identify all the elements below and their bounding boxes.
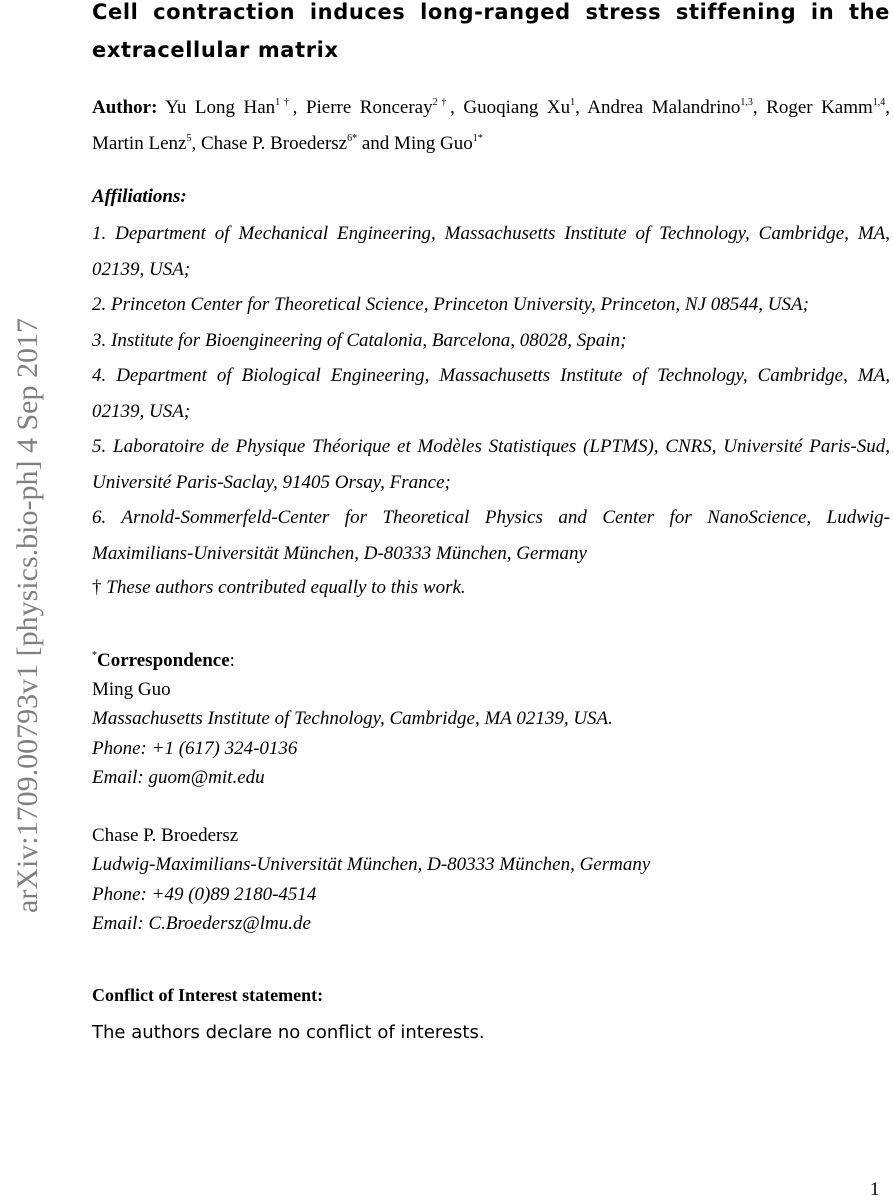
author-separator: , bbox=[752, 97, 767, 118]
author-separator: , bbox=[885, 97, 891, 118]
author-name: Roger Kamm bbox=[766, 97, 873, 118]
correspondence-heading bbox=[92, 647, 235, 675]
contact-block bbox=[92, 821, 650, 938]
author-affiliation-mark: 1* bbox=[472, 133, 483, 144]
arxiv-identifier-stamp: arXiv:1709.00793v1 [physics.bio-ph] 4 Sep 2017 bbox=[11, 318, 44, 913]
contact-name: Ming Guo bbox=[92, 679, 171, 700]
author-label: Author: bbox=[92, 97, 158, 118]
author-affiliation-mark: 1,4 bbox=[872, 97, 886, 108]
author-separator: , bbox=[450, 97, 464, 118]
author-line bbox=[92, 90, 890, 162]
conflict-of-interest-text: The authors declare no conflict of interests. bbox=[92, 1022, 485, 1043]
author-name: Andrea Malandrino bbox=[587, 97, 741, 118]
affiliation-item: 6. Arnold-Sommerfeld-Center for Theoretical Physics and Center for NanoScience, Ludwig-Maximilians-Universität München, D-80333 München, Germany bbox=[92, 507, 890, 564]
author-affiliation-mark: 1,3 bbox=[740, 97, 753, 108]
contact-phone: Phone: +49 (0)89 2180-4514 bbox=[92, 883, 317, 905]
author-affiliation-mark: 2† bbox=[432, 97, 451, 108]
author-affiliation-mark: 6* bbox=[347, 133, 358, 144]
affiliations-list bbox=[92, 216, 890, 571]
author-affiliation-mark: 5 bbox=[186, 133, 192, 144]
contact-block bbox=[92, 675, 613, 792]
paper-title: Cell contraction induces long-ranged stress stiffening in the extracellular matrix bbox=[92, 0, 890, 62]
author-name: Yu Long Han bbox=[165, 97, 276, 118]
author-name: Ming Guo bbox=[394, 133, 473, 154]
contact-institution: Massachusetts Institute of Technology, Cambridge, MA 02139, USA. bbox=[92, 708, 613, 730]
author-separator: , bbox=[292, 97, 306, 118]
affiliation-item: 2. Princeton Center for Theoretical Science, Princeton University, Princeton, NJ 08544, USA; bbox=[92, 294, 809, 315]
author-separator: and bbox=[357, 133, 395, 154]
footnote-text: These authors contributed equally to this work. bbox=[106, 577, 466, 598]
author-name: Pierre Ronceray bbox=[305, 97, 433, 118]
author-name: Chase P. Broedersz bbox=[200, 133, 348, 154]
correspondence-star: * bbox=[92, 650, 97, 661]
contact-institution: Ludwig-Maximilians-Universität München, D-80333 München, Germany bbox=[92, 854, 651, 876]
correspondence-label: Correspondence bbox=[97, 650, 230, 671]
affiliation-item: 5. Laboratoire de Physique Théorique et Modèles Statistiques (LPTMS), CNRS, Université Paris-Sud, Université Paris-Saclay, 91405 Orsay, France; bbox=[92, 436, 890, 493]
conflict-of-interest-heading: Conflict of Interest statement: bbox=[92, 985, 324, 1005]
affiliations-heading: Affiliations: bbox=[92, 186, 187, 207]
author-separator: , bbox=[575, 97, 588, 118]
correspondence-colon: : bbox=[229, 650, 235, 671]
dagger-mark: † bbox=[92, 577, 102, 598]
affiliation-item: 3. Institute for Bioengineering of Catalonia, Barcelona, 08028, Spain; bbox=[92, 329, 627, 351]
affiliation-item: 4. Department of Biological Engineering, Massachusetts Institute of Technology, Cambridge, MA, 02139, USA; bbox=[92, 365, 890, 422]
contact-email: Email: guom@mit.edu bbox=[92, 766, 265, 788]
author-affiliation-mark: 1 bbox=[570, 97, 576, 108]
author-separator: , bbox=[191, 133, 201, 154]
author-name: Guoqiang Xu bbox=[463, 97, 571, 118]
author-name: Martin Lenz bbox=[92, 133, 187, 154]
equal-contribution-footnote bbox=[92, 570, 466, 605]
author-affiliation-mark: 1† bbox=[275, 97, 293, 108]
affiliation-item: 1. Department of Mechanical Engineering, Massachusetts Institute of Technology, Cambridge, MA, 02139, USA; bbox=[92, 223, 890, 280]
page-number: 1 bbox=[870, 1179, 880, 1200]
contact-name: Chase P. Broedersz bbox=[92, 825, 239, 846]
contact-phone: Phone: +1 (617) 324-0136 bbox=[92, 737, 298, 759]
contact-email: Email: C.Broedersz@lmu.de bbox=[92, 912, 311, 934]
